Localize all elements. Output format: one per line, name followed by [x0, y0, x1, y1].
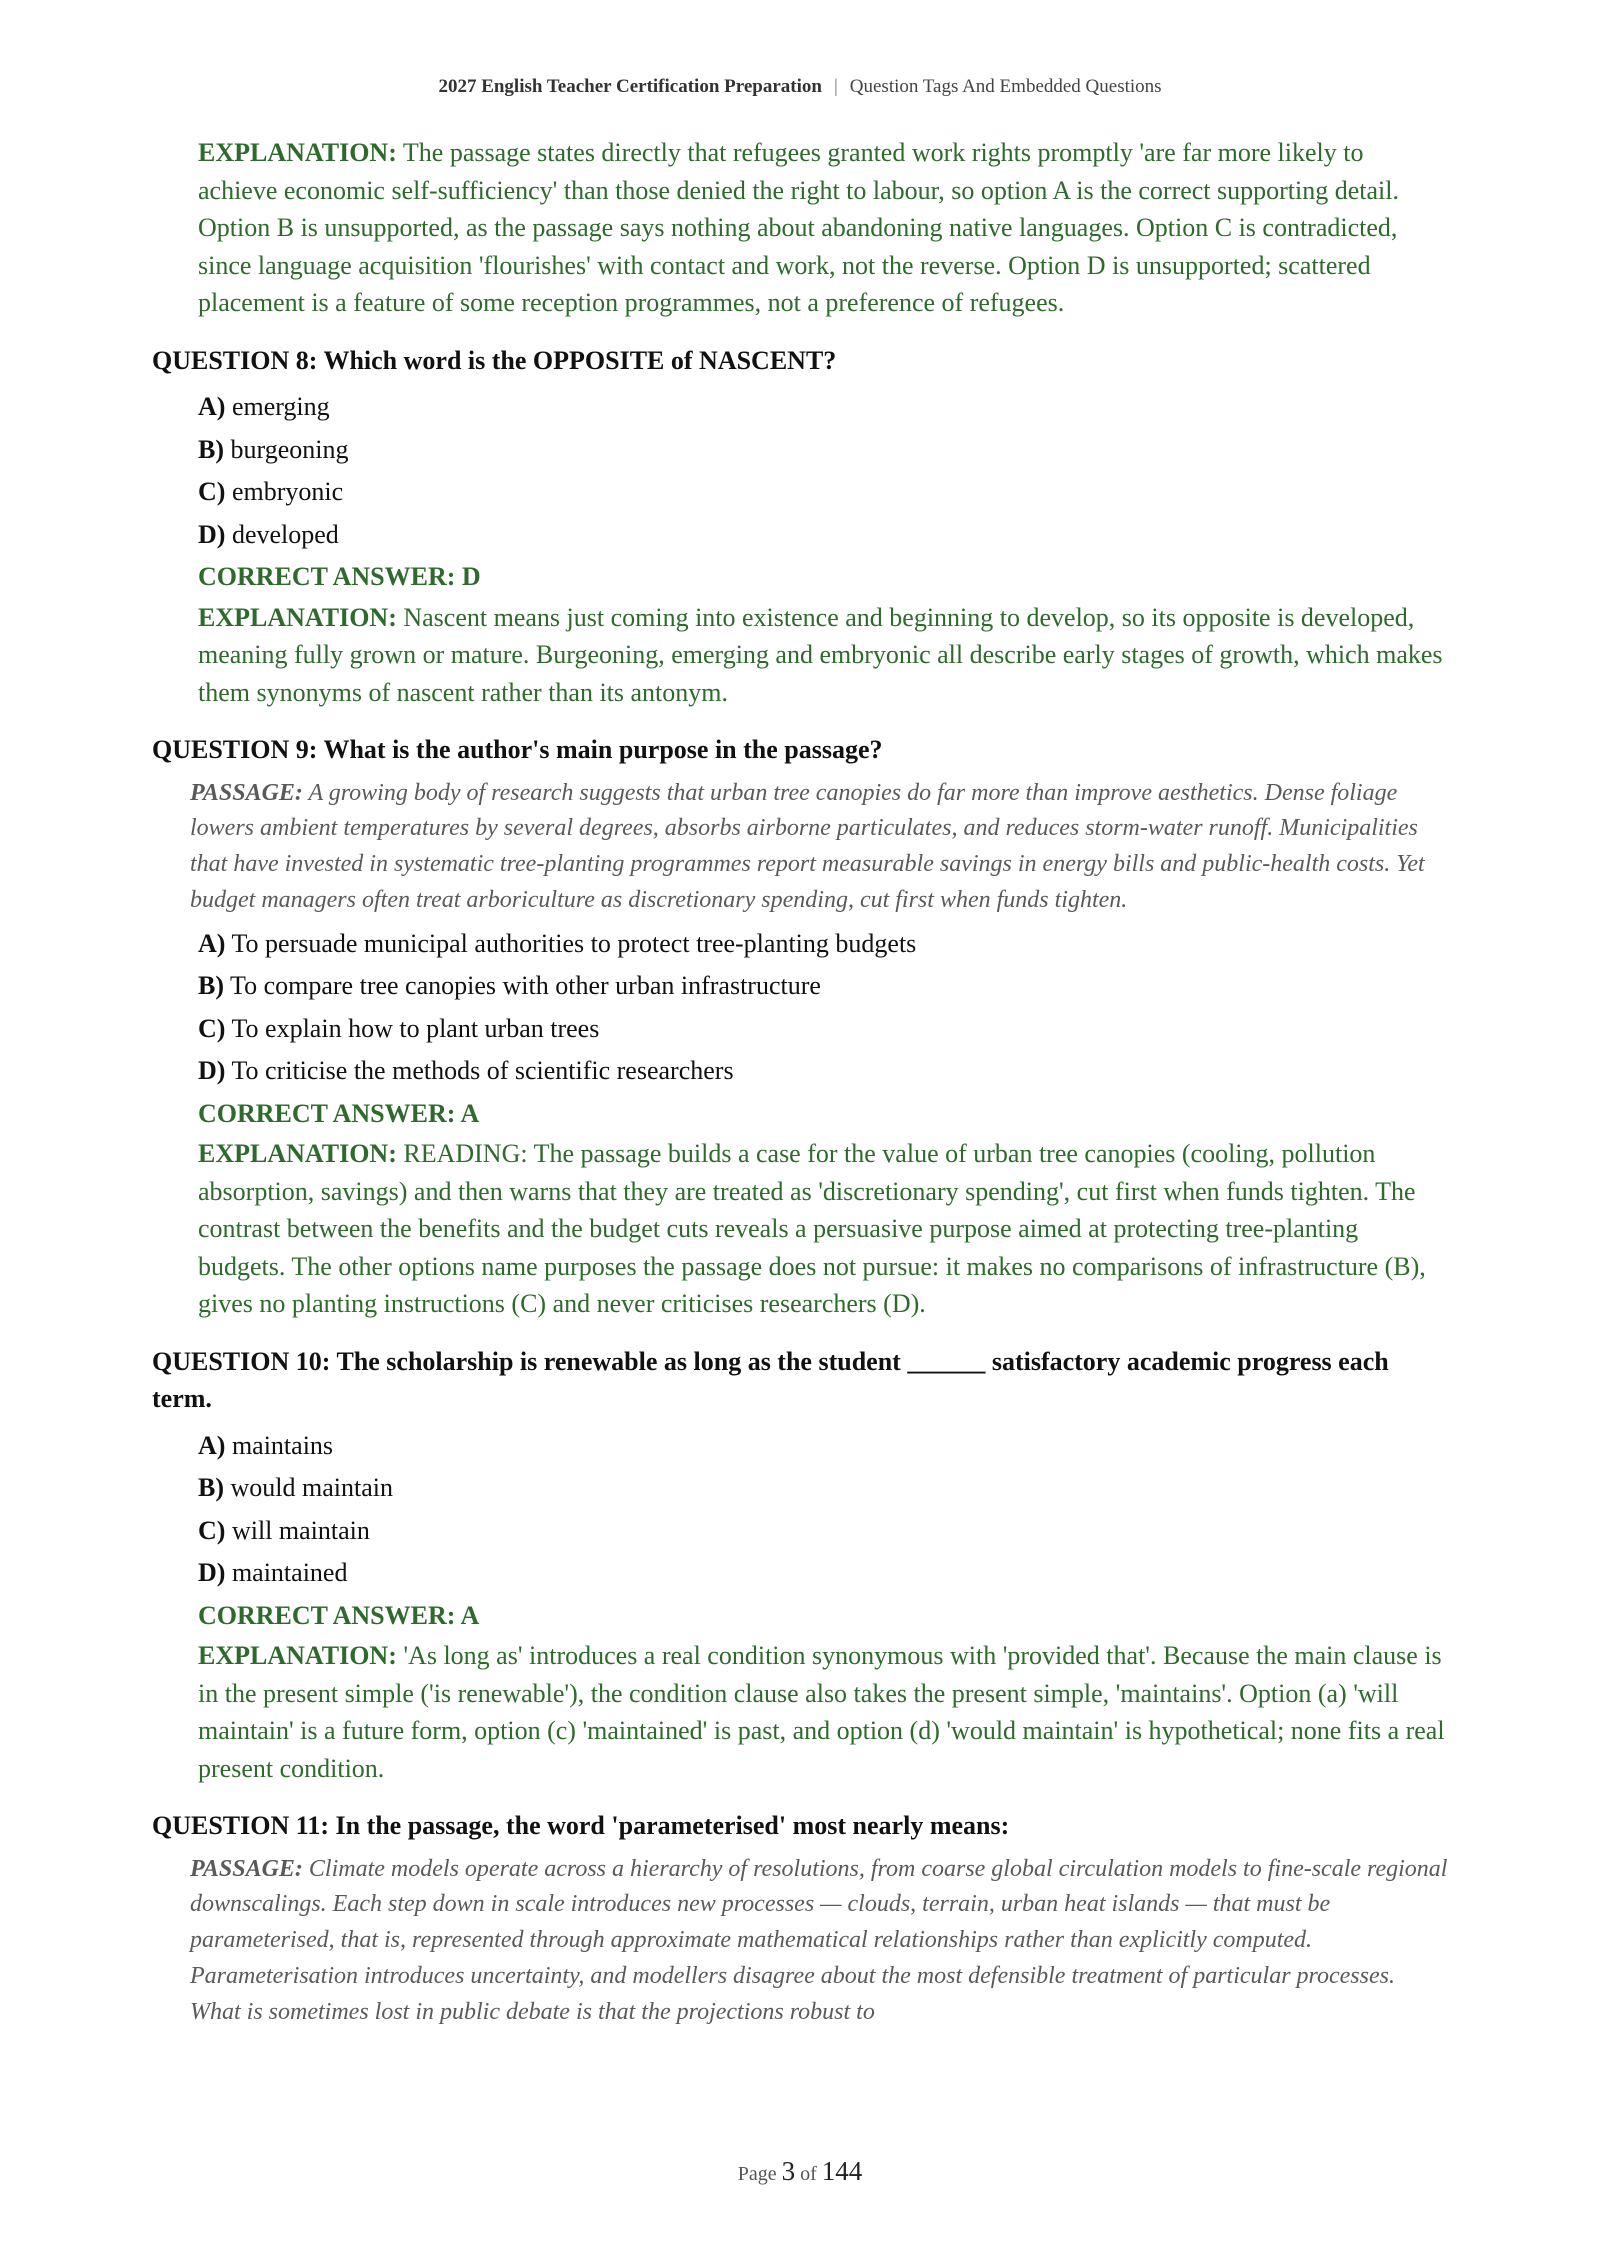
explanation-text: The passage states directly that refugees granted work rights promptly 'are far more likely to achieve economic self-sufficiency' than those denied the right to labour, so option A is the correct supporting detail. Option B is unsupported, as the passage says nothing about abandoning native languages. Option C is contradicted, since language acquisition 'flourishes' with contact and work, not the reverse. Option D is unsupported; scattered placement is a feature of some reception programmes, not a preference of refugees.	[198, 138, 1400, 317]
option-text: developed	[231, 519, 339, 549]
option-text: To explain how to plant urban trees	[231, 1013, 600, 1043]
option-text: will maintain	[231, 1515, 370, 1545]
reading-passage	[190, 1852, 1448, 2031]
option-letter: C)	[198, 1515, 226, 1545]
option-c	[198, 471, 1448, 514]
explanation-label: EXPLANATION:	[198, 1139, 397, 1169]
option-text: To persuade municipal authorities to protect tree-planting budgets	[231, 928, 917, 958]
question-title: QUESTION 11: In the passage, the word 'parameterised' most nearly means:	[152, 1811, 1010, 1841]
passage-text: A growing body of research suggests that urban tree canopies do far more than improve aesthetics. Dense foliage lowers ambient temperatures by several degrees, absorbs airborne particulates, and reduces storm-water runoff. Municipalities that have invested in systematic tree-planting programmes report measurable savings in energy bills and public-health costs. Yet budget managers often treat arboriculture as discretionary spending, cut first when funds tighten.	[190, 779, 1425, 913]
passage-label: PASSAGE:	[190, 1855, 303, 1882]
option-letter: D)	[198, 1558, 226, 1588]
option-letter: C)	[198, 1013, 226, 1043]
option-text: To criticise the methods of scientific researchers	[231, 1056, 734, 1086]
question-block-10	[152, 1343, 1448, 1788]
option-letter: D)	[198, 519, 226, 549]
option-letter: A)	[198, 928, 226, 958]
option-a	[198, 386, 1448, 429]
explanation-label: EXPLANATION:	[198, 1641, 397, 1671]
page-content	[152, 134, 1448, 2035]
explanation-label: EXPLANATION:	[198, 138, 397, 167]
option-d	[198, 1552, 1448, 1595]
option-text: would maintain	[230, 1473, 393, 1503]
header-title: 2027 English Teacher Certification Preparation	[438, 76, 822, 97]
option-a	[198, 1425, 1448, 1468]
explanation	[198, 1135, 1448, 1323]
explanation-label: EXPLANATION:	[198, 602, 397, 632]
option-text: embryonic	[231, 477, 344, 506]
question-block-8	[152, 342, 1448, 712]
page-total: 144	[821, 2156, 863, 2186]
explanation	[198, 599, 1448, 712]
correct-answer: CORRECT ANSWER: D	[198, 562, 481, 591]
passage-label: PASSAGE:	[190, 779, 303, 806]
option-d	[198, 514, 1448, 557]
option-text: burgeoning	[230, 434, 349, 464]
question-title: QUESTION 9: What is the author's main purpose in the passage?	[152, 735, 883, 764]
option-letter: D)	[198, 1056, 226, 1086]
option-text: To compare tree canopies with other urban infrastructure	[230, 971, 821, 1001]
option-b	[198, 965, 1448, 1008]
page-footer	[0, 2156, 1600, 2187]
option-text: emerging	[231, 392, 330, 421]
question-block-9	[152, 731, 1448, 1323]
question-block-11	[152, 1807, 1448, 2030]
explanation-text: 'As long as' introduces a real condition synonymous with 'provided that'. Because the main clause is in the present simple ('is renewable'), the condition clause also takes the present simple, 'maintains'. Option (a) 'will maintain' is a future form, option (c) 'maintained' is past, and option (d) 'would maintain' is hypothetical; none fits a real present condition.	[198, 1641, 1445, 1783]
option-letter: A)	[198, 1430, 226, 1460]
correct-answer: CORRECT ANSWER: A	[198, 1098, 480, 1128]
explanation	[198, 1637, 1448, 1787]
option-letter: C)	[198, 477, 226, 506]
option-c	[198, 1008, 1448, 1051]
correct-answer: CORRECT ANSWER: A	[198, 1600, 480, 1630]
explanation-q7	[198, 134, 1448, 322]
passage-text: Climate models operate across a hierarchy of resolutions, from coarse global circulation models to fine-scale regional downscalings. Each step down in scale introduces new processes — clouds, terrain, urban heat islands — that must be parameterised, that is, represented through approximate mathematical relationships rather than explicitly computed. Parameterisation introduces uncertainty, and modellers disagree about the most defensible treatment of particular processes. What is sometimes lost in public debate is that the projections robust to	[190, 1855, 1448, 2025]
option-letter: B)	[198, 1473, 224, 1503]
option-letter: B)	[198, 434, 224, 464]
reading-passage	[190, 776, 1448, 919]
explanation-text: Nascent means just coming into existence and beginning to develop, so its opposite is developed, meaning fully grown or mature. Burgeoning, emerging and embryonic all describe early stages of growth, which makes them synonyms of nascent rather than its antonym.	[198, 602, 1443, 707]
option-b	[198, 1467, 1448, 1510]
of-word: of	[800, 2163, 817, 2185]
option-text: maintains	[231, 1430, 334, 1460]
explanation-text: READING: The passage builds a case for the value of urban tree canopies (cooling, pollution absorption, savings) and then warns that they are treated as 'discretionary spending', cut first when funds tighten. The contrast between the benefits and the budget cuts reveals a persuasive purpose aimed at protecting tree-planting budgets. The other options name purposes the passage does not pursue: it makes no comparisons of infrastructure (B), gives no planting instructions (C) and never criticises researchers (D).	[198, 1139, 1426, 1319]
option-b	[198, 429, 1448, 472]
option-letter: A)	[198, 392, 226, 421]
option-d	[198, 1050, 1448, 1093]
page-word: Page	[737, 2163, 777, 2185]
question-title: QUESTION 10: The scholarship is renewable as long as the student ______ satisfactory academic progress each term.	[152, 1346, 1389, 1414]
option-letter: B)	[198, 971, 224, 1001]
running-header	[0, 76, 1600, 98]
option-a	[198, 923, 1448, 966]
header-section: Question Tags And Embedded Questions	[849, 76, 1162, 97]
option-c	[198, 1510, 1448, 1553]
page-number: 3	[781, 2156, 796, 2186]
question-title: QUESTION 8: Which word is the OPPOSITE of NASCENT?	[152, 345, 837, 375]
option-text: maintained	[231, 1558, 348, 1588]
header-separator: |	[833, 76, 838, 97]
